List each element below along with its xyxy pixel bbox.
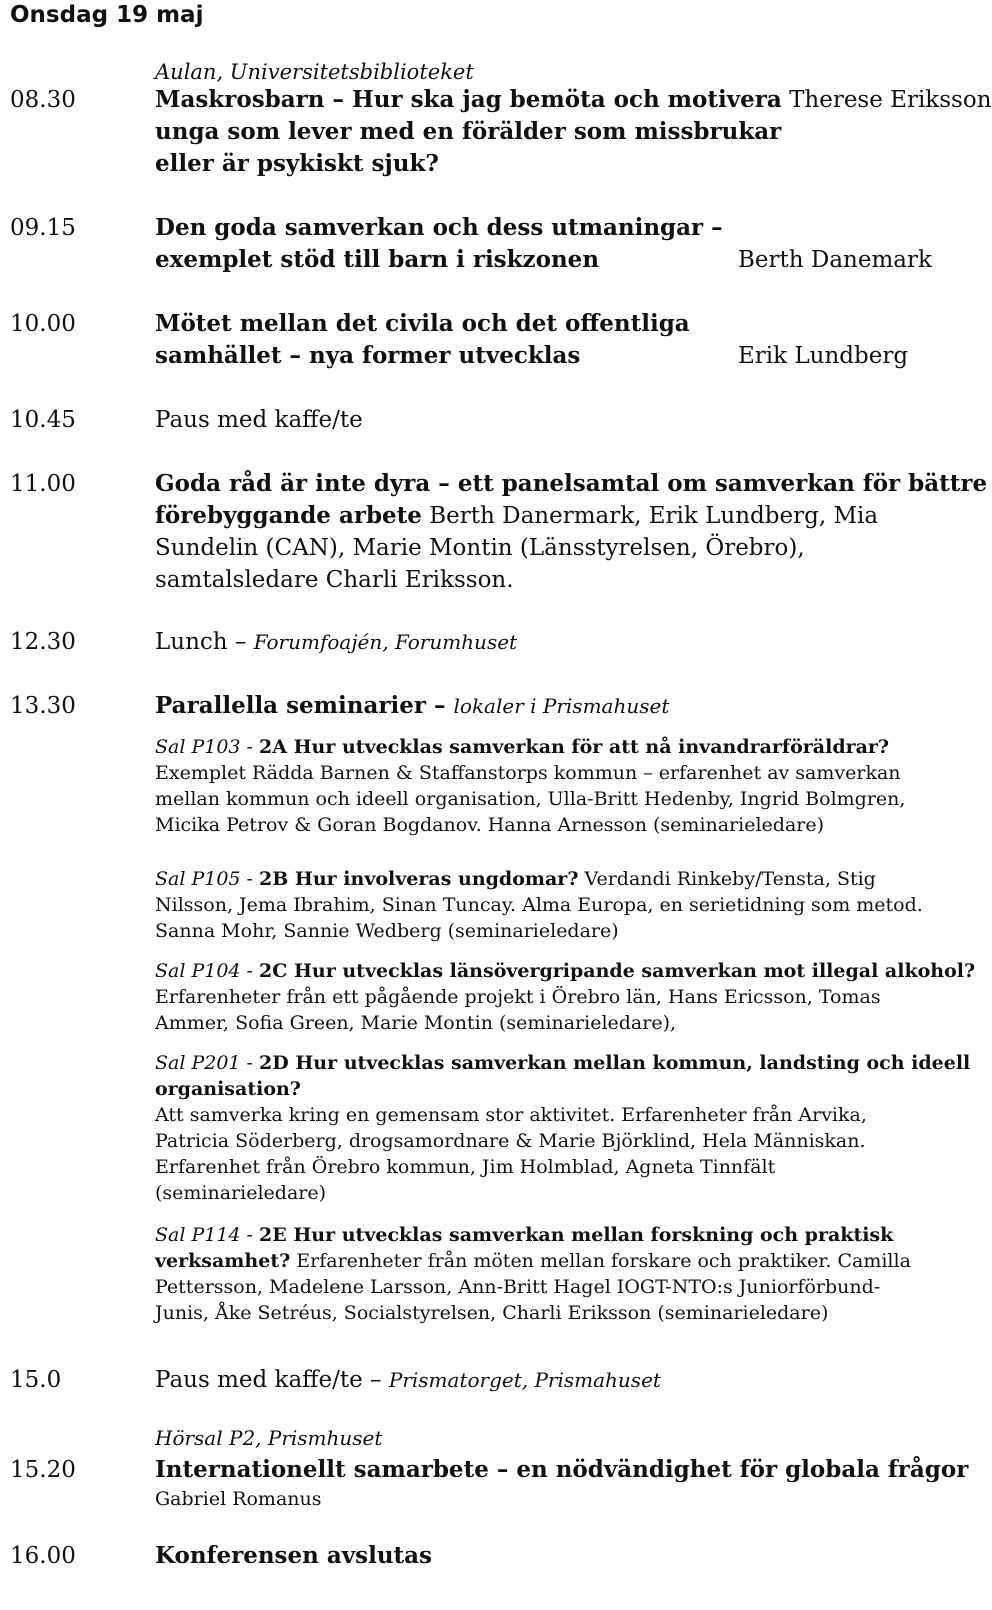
session-speaker: Berth Danemark [738,247,932,273]
session-title-text: Lunch – [155,629,254,655]
seminar-desc-line: Ammer, Sofia Green, Marie Montin (seminarieledare), [155,1012,677,1034]
seminar-title: 2C Hur utvecklas länsövergripande samverkan mot illegal alkohol? [259,960,976,982]
session-title-line: Goda råd är inte dyra – ett panelsamtal om samverkan för bättre [155,470,988,497]
session-time: 16.00 [10,1543,76,1569]
session-speakers: samtalsledare Charli Eriksson. [155,567,514,593]
session-title-text: Parallella seminarier – [155,692,454,719]
session-place: lokaler i Prismahuset [453,694,670,718]
session-time: 15.0 [10,1367,62,1393]
session-title-line: exemplet stöd till barn i riskzonen [155,246,600,273]
seminar-desc-line: Erfarenheter från ett pågående projekt i Örebro län, Hans Ericsson, Tomas [155,986,881,1008]
seminar-desc-line: Micika Petrov & Goran Bogdanov. Hanna Arnesson (seminarieledare) [155,814,825,836]
session-speakers: Berth Danermark, Erik Lundberg, Mia [421,503,879,529]
session-title-line: samhället – nya former utvecklas [155,342,581,369]
session-title-line: Mötet mellan det civila och det offentliga [155,310,690,337]
session-title-line: eller är psykiskt sjuk? [155,150,439,177]
session-speakers: Sundelin (CAN), Marie Montin (Länsstyrelsen, Örebro), [155,535,805,561]
session-title-line: unga som lever med en förälder som missbrukar [155,118,782,145]
session-title: Internationellt samarbete – en nödvändighet för globala frågor [155,1456,969,1483]
seminar-room: Sal P105 [155,868,241,890]
session-title-bold: förebyggande arbete [155,502,422,529]
separator: - [240,736,260,758]
session-place: Forumfoajén, Forumhuset [253,630,518,654]
seminar-room: Sal P114 [155,1224,241,1246]
session-title-line [155,500,878,532]
seminar-desc-line: Att samverka kring en gemensam stor aktivitet. Erfarenheter från Arvika, [155,1104,867,1126]
session-time: 12.30 [10,629,76,655]
session-time: 11.00 [10,471,76,497]
session-speaker: Gabriel Romanus [155,1488,322,1510]
venue-label: Aulan, Universitetsbiblioteket [155,60,474,84]
session-time: 09.15 [10,215,76,241]
day-heading: Onsdag 19 maj [10,2,204,28]
seminar-title-line [155,1222,893,1248]
seminar-desc-line: Nilsson, Jema Ibrahim, Sinan Tuncay. Alma Europa, en serietidning som metod. [155,894,923,916]
session-place: Prismatorget, Prismahuset [388,1368,661,1392]
seminar-title: 2A Hur utvecklas samverkan för att nå invandrarföräldrar? [259,736,890,758]
session-speaker: Erik Lundberg [738,343,909,369]
session-time: 10.00 [10,311,76,337]
session-title [155,690,669,722]
seminar-title: verksamhet? [155,1250,291,1272]
seminar-desc-line: Junis, Åke Setréus, Socialstyrelsen, Charli Eriksson (seminarieledare) [155,1302,829,1324]
session-title: Paus med kaffe/te [155,407,363,433]
seminar-desc: Verdandi Rinkeby/Tensta, Stig [578,868,876,890]
seminar-desc-line: Patricia Söderberg, drogsamordnare & Marie Björklind, Hela Människan. [155,1130,866,1152]
session-time: 10.45 [10,407,76,433]
seminar-title: 2E Hur utvecklas samverkan mellan forskning och praktisk [259,1224,894,1246]
seminar-title-line: organisation? [155,1078,301,1100]
session-title: Konferensen avslutas [155,1542,433,1569]
seminar-title-line [155,1050,970,1076]
session-speaker: Therese Eriksson [789,87,992,113]
session-time: 08.30 [10,87,76,113]
seminar-desc-line: (seminarieledare) [155,1182,327,1204]
seminar-desc-line: Exemplet Rädda Barnen & Staffanstorps kommun – erfarenhet av samverkan [155,762,901,784]
seminar-title: 2D Hur utvecklas samverkan mellan kommun, landsting och ideell [259,1052,971,1074]
separator: - [240,1052,260,1074]
session-title [155,1364,661,1396]
session-time: 15.20 [10,1457,76,1483]
seminar-desc-line: mellan kommun och ideell organisation, Ulla-Britt Hedenby, Ingrid Bolmgren, [155,788,906,810]
seminar-room: Sal P201 [155,1052,241,1074]
seminar-desc: Erfarenheter från möten mellan forskare och praktiker. Camilla [290,1250,911,1272]
venue-label: Hörsal P2, Prismhuset [155,1426,383,1450]
session-time: 13.30 [10,693,76,719]
seminar-desc-line: Sanna Mohr, Sannie Wedberg (seminarieledare) [155,920,619,942]
seminar-room: Sal P103 [155,736,241,758]
session-title-text: Paus med kaffe/te – [155,1367,389,1393]
session-title-line: Den goda samverkan och dess utmaningar – [155,214,723,241]
seminar-title: 2B Hur involveras ungdomar? [259,868,579,890]
seminar-desc-line [155,1248,911,1274]
separator: - [240,868,260,890]
session-title [155,626,517,658]
seminar-room: Sal P104 [155,960,241,982]
seminar-desc-line: Erfarenhet från Örebro kommun, Jim Holmblad, Agneta Tinnfält [155,1156,776,1178]
seminar-title-line [155,866,876,892]
separator: - [240,960,260,982]
seminar-desc-line: Pettersson, Madelene Larsson, Ann-Britt Hagel IOGT-NTO:s Juniorförbund- [155,1276,881,1298]
session-title-line: Maskrosbarn – Hur ska jag bemöta och motivera [155,86,782,113]
seminar-title-line [155,958,975,984]
session-title [155,84,992,116]
separator: - [240,1224,260,1246]
seminar-title-line [155,734,889,760]
